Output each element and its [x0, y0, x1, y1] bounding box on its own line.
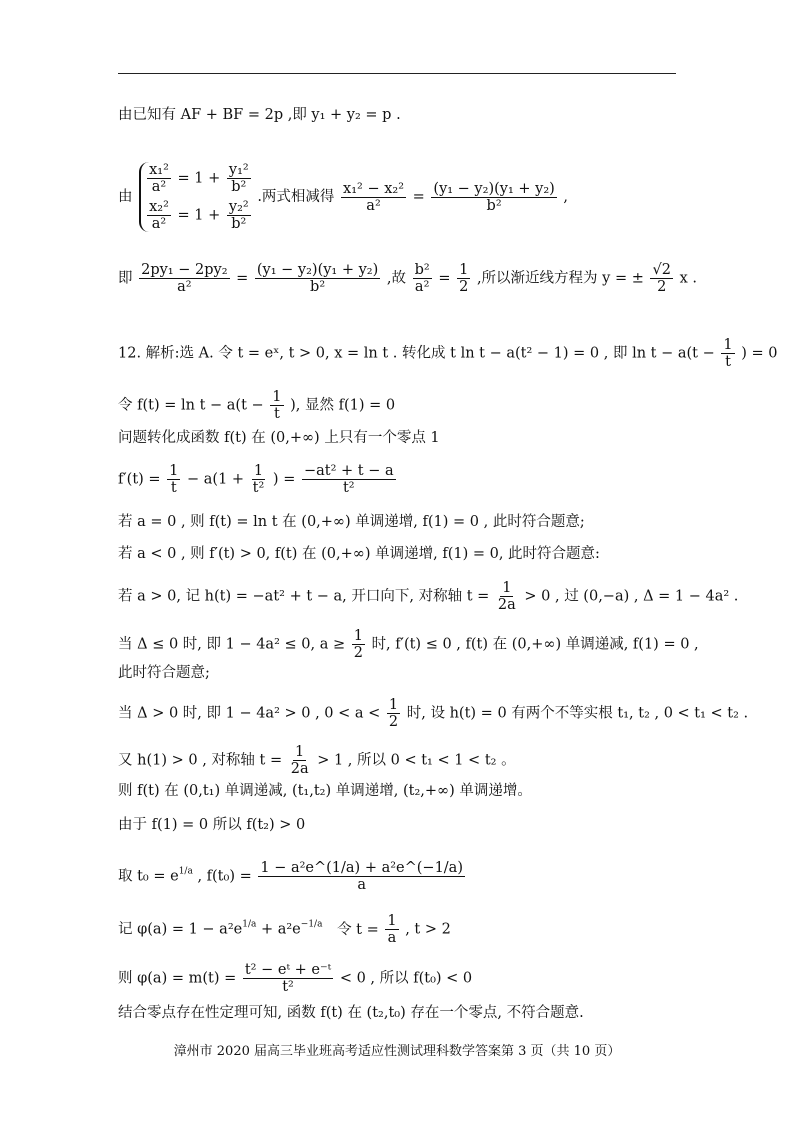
line-3: 即 $\frac{\text{2py₁ − 2py₂}}{\text{a²}}$ = $\frac{\text{(y₁ − y₂)(y₁ + y₂)}}{\text{b²}}$ ,故 $\frac{\text{b²}}{\text{a²}}$ = $\frac{1}{2}$ ,所以渐近线方程为 y = ± $\frac{√2}{2}$ x . [118, 262, 697, 295]
fraction: $\frac{1}{2}$ [353, 628, 363, 661]
line-system: 由 $\frac{\text{x₁²}}{\text{a²}}$ = 1 + $\frac{\text{y₁²}}{\text{b²}}$ $\frac{\text{x₂²}}{\text{a²}}$ = 1 + $\frac{\text{y₂²}}{\text{b²}}$ .两式相减得 $\frac{\text{x₁² − x₂²}}{\text{a²}}$ = $\frac{\text{(y₁ − y₂)(y₁ + y₂)}}{\text{b²}}$ , [118, 162, 569, 232]
fraction: $\frac{\text{y₂²}}{\text{b²}}$ [228, 199, 249, 232]
line-11: 当 Δ ≤ 0 时, 即 1 − 4a² ≤ 0, a ≥ $\frac{1}{2}$ 时, f′(t) ≤ 0 , f(t) 在 (0,+∞) 单调递减, f(1) = 0 , [118, 628, 699, 661]
line-8: 若 a = 0 , 则 f(t) = ln t 在 (0,+∞) 单调递增, f(1) = 0 , 此时符合题意; [118, 514, 585, 530]
exponent: 1/a [178, 866, 193, 877]
fraction: $\frac{1}{t}$ [169, 463, 179, 496]
fraction: $\frac{1}{t}$ [272, 389, 282, 422]
text: .两式相减得 [257, 189, 335, 205]
fraction: $\frac{1}{2}$ [459, 262, 469, 295]
line-19: 则 φ(a) = m(t) = $\frac{\text{t² − eᵗ + e⁻ᵗ}}{\text{t²}}$ < 0 , 所以 f(t₀) < 0 [118, 962, 473, 995]
fraction: $\frac{\text{t² − eᵗ + e⁻ᵗ}}{\text{t²}}$ [244, 962, 332, 995]
line-7: f′(t) = $\frac{1}{t}$ − a(1 + $\frac{1}{\text{t²}}$ ) = $\frac{\text{−at² + t − a}}{\text{t²}}$ [118, 463, 394, 496]
text: 由 [118, 189, 133, 205]
header-rule [118, 73, 676, 74]
fraction: $\frac{1}{\text{t²}}$ [252, 463, 265, 496]
system-row-1: $\frac{\text{x₁²}}{\text{a²}}$ = 1 + $\frac{\text{y₁²}}{\text{b²}}$ [149, 162, 249, 195]
line-15: 则 f(t) 在 (0,t₁) 单调递减, (t₁,t₂) 单调递增, (t₂,+∞) 单调递增。 [118, 783, 532, 799]
fraction: $\frac{\text{1 − a²e\textasciicircum{}(1/a) + a²e\textasciicircum{}(−1/a)}}{a}$ [260, 860, 463, 893]
line-5: 令 f(t) = ln t − a(t − $\frac{1}{t}$ ), 显然 f(1) = 0 [118, 389, 396, 422]
fraction: $\frac{1}{2}$ [388, 697, 399, 730]
fraction: $\frac{\text{x₁² − x₂²}}{\text{a²}}$ [343, 180, 405, 214]
line-4: 12. 解析:选 A. 令 t = eˣ, t > 0, x = ln t . 转化成 t ln t − a(t² − 1) = 0 , 即 ln t − a(t − $\frac{1}{t}$ ) = 0 [118, 337, 778, 370]
fraction: $\frac{\text{y₁²}}{\text{b²}}$ [228, 162, 249, 195]
page-footer: 漳州市 2020 届高三毕业班高考适应性测试理科数学答案第 3 页（共 10 页） [173, 1044, 621, 1059]
line-9: 若 a < 0 , 则 f′(t) > 0, f(t) 在 (0,+∞) 单调递增, f(1) = 0, 此时符合题意: [118, 546, 600, 562]
line-14: 又 h(1) > 0 , 对称轴 t = $\frac{1}{2a}$ > 1 , 所以 0 < t₁ < 1 < t₂ 。 [118, 744, 516, 777]
system-row-2: $\frac{\text{x₂²}}{\text{a²}}$ = 1 + $\frac{\text{y₂²}}{\text{b²}}$ [149, 199, 249, 232]
line-6: 问题转化成函数 f(t) 在 (0,+∞) 上只有一个零点 1 [118, 430, 440, 446]
fraction: $\frac{\text{b²}}{\text{a²}}$ [414, 262, 430, 295]
fraction: $\frac{\text{(y₁ − y₂)(y₁ + y₂)}}{\text{b²}}$ [256, 262, 379, 295]
line-1: 由已知有 AF + BF = 2p ,即 y₁ + y₂ = p . [118, 107, 401, 123]
line-18: 记 $\varphi(a) = 1 - a^2e^{1/a} + a^2e^{-1/a}$ 令 t = $\frac{1}{a}$ , t > 2 [118, 913, 451, 946]
line-10: 若 a > 0, 记 h(t) = −at² + t − a, 开口向下, 对称轴 t = $\frac{1}{2a}$ > 0 , 过 (0,−a) , Δ = 1 − 4a² . [118, 580, 739, 613]
fraction: $\frac{\text{(y₁ − y₂)(y₁ + y₂)}}{\text{b²}}$ [433, 180, 555, 214]
line-12: 此时符合题意; [118, 665, 210, 681]
exponent: 1/a [242, 919, 257, 930]
fraction: $\frac{√2}{2}$ [652, 262, 671, 295]
line-20: 结合零点存在性定理可知, 函数 f(t) 在 (t₂,t₀) 存在一个零点, 不符合题意. [118, 1005, 584, 1021]
fraction: $\frac{1}{2a}$ [290, 744, 309, 777]
line-16: 由于 f(1) = 0 所以 f(t₂) > 0 [118, 817, 306, 833]
fraction: $\frac{1}{a}$ [387, 913, 397, 946]
fraction: $\frac{\text{−at² + t − a}}{\text{t²}}$ [303, 463, 394, 496]
fraction: $\frac{\text{x₁²}}{\text{a²}}$ [149, 162, 169, 195]
fraction: $\frac{\text{x₂²}}{\text{a²}}$ [149, 199, 169, 232]
fraction: $\frac{\text{2py₁ − 2py₂}}{\text{a²}}$ [141, 262, 228, 295]
fraction: $\frac{1}{2a}$ [497, 580, 516, 613]
exponent: −1/a [300, 919, 323, 930]
equation-system [139, 162, 253, 232]
fraction: $\frac{1}{t}$ [723, 337, 733, 370]
line-17: 取 $t_0 = e^{1/a}$ , f(t₀) = $\frac{\text{1 − a²e\textasciicircum{}(1/a) + a²e\textasciicircum{}(−1/a)}}{a}$ [118, 860, 463, 893]
line-13: 当 Δ > 0 时, 即 1 − 4a² > 0 , 0 < a < $\frac{1}{2}$ 时, 设 h(t) = 0 有两个不等实根 t₁, t₂ , 0 < t₁ < t₂ . [118, 697, 749, 730]
